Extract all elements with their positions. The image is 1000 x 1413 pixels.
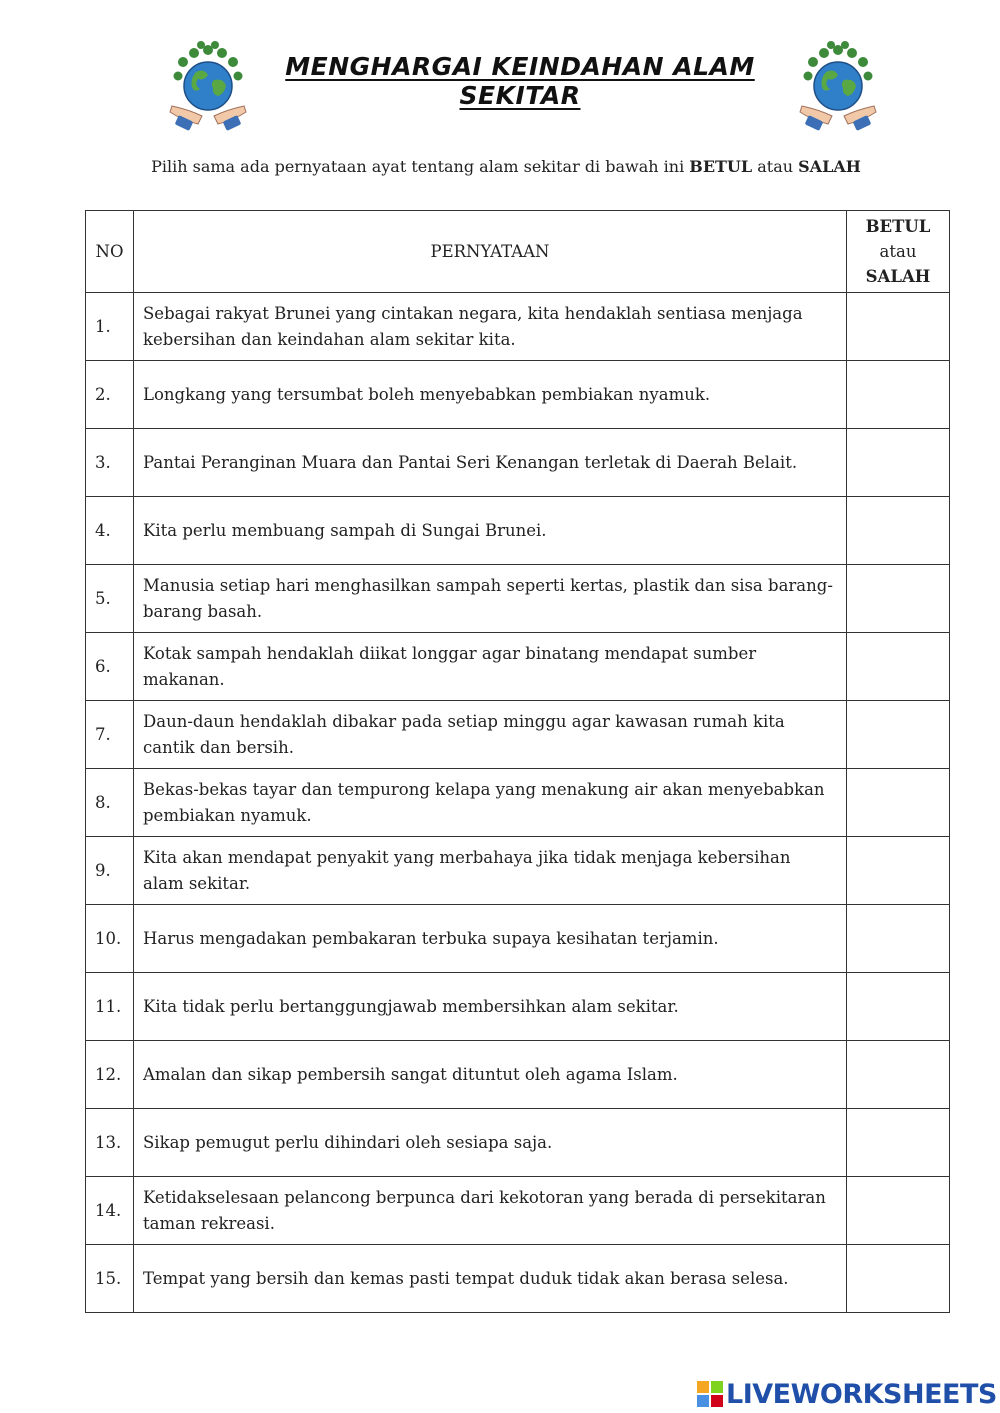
- row-number: 10.: [86, 905, 134, 973]
- row-number: 4.: [86, 497, 134, 565]
- row-number: 14.: [86, 1177, 134, 1245]
- header-answer-atau: atau: [879, 242, 917, 261]
- row-number: 15.: [86, 1245, 134, 1313]
- row-number: 3.: [86, 429, 134, 497]
- table-row: [86, 769, 950, 837]
- instruction-atau: atau: [757, 157, 794, 176]
- table-row: [86, 905, 950, 973]
- answer-cell[interactable]: [847, 565, 950, 633]
- instruction-text: [0, 157, 1000, 176]
- header-answer-betul: BETUL: [865, 217, 931, 236]
- table-row: [86, 701, 950, 769]
- answer-cell[interactable]: [847, 293, 950, 361]
- header-answer: [847, 211, 950, 293]
- row-statement: Harus mengadakan pembakaran terbuka supaya kesihatan terjamin.: [134, 905, 847, 973]
- table-row: [86, 361, 950, 429]
- page-title: MENGHARGAI KEINDAHAN ALAM SEKITAR: [285, 52, 755, 110]
- row-statement: Pantai Peranginan Muara dan Pantai Seri Kenangan terletak di Daerah Belait.: [134, 429, 847, 497]
- instruction-betul: BETUL: [689, 157, 753, 176]
- answer-cell[interactable]: [847, 497, 950, 565]
- row-statement: Kita tidak perlu bertanggungjawab membersihkan alam sekitar.: [134, 973, 847, 1041]
- answer-cell[interactable]: [847, 769, 950, 837]
- answer-cell[interactable]: [847, 633, 950, 701]
- header-statement: PERNYATAAN: [134, 211, 847, 293]
- answer-cell[interactable]: [847, 905, 950, 973]
- row-statement: Daun-daun hendaklah dibakar pada setiap minggu agar kawasan rumah kita cantik dan bersih.: [134, 701, 847, 769]
- table-row: [86, 1041, 950, 1109]
- table-row: [86, 1245, 950, 1313]
- row-number: 12.: [86, 1041, 134, 1109]
- globe-in-hands-icon-right: [788, 36, 888, 136]
- row-statement: Longkang yang tersumbat boleh menyebabkan pembiakan nyamuk.: [134, 361, 847, 429]
- globe-in-hands-icon-left: [158, 36, 258, 136]
- answer-cell[interactable]: [847, 1245, 950, 1313]
- row-statement: Kita perlu membuang sampah di Sungai Brunei.: [134, 497, 847, 565]
- liveworksheets-icon: [697, 1381, 723, 1407]
- row-number: 7.: [86, 701, 134, 769]
- row-number: 11.: [86, 973, 134, 1041]
- row-number: 13.: [86, 1109, 134, 1177]
- answer-cell[interactable]: [847, 1109, 950, 1177]
- row-statement: Sikap pemugut perlu dihindari oleh sesiapa saja.: [134, 1109, 847, 1177]
- liveworksheets-brand: LIVEWORKSHEETS: [726, 1378, 997, 1410]
- row-number: 2.: [86, 361, 134, 429]
- table-header-row: [86, 211, 950, 293]
- row-statement: Kita akan mendapat penyakit yang merbahaya jika tidak menjaga kebersihan alam sekitar.: [134, 837, 847, 905]
- table-row: [86, 429, 950, 497]
- table-row: [86, 837, 950, 905]
- row-statement: Kotak sampah hendaklah diikat longgar agar binatang mendapat sumber makanan.: [134, 633, 847, 701]
- row-statement: Tempat yang bersih dan kemas pasti tempat duduk tidak akan berasa selesa.: [134, 1245, 847, 1313]
- table-row: [86, 633, 950, 701]
- answer-cell[interactable]: [847, 837, 950, 905]
- row-statement: Ketidakselesaan pelancong berpunca dari kekotoran yang berada di persekitaran taman rekreasi.: [134, 1177, 847, 1245]
- table-row: [86, 1177, 950, 1245]
- answer-cell[interactable]: [847, 1177, 950, 1245]
- answer-cell[interactable]: [847, 1041, 950, 1109]
- row-number: 8.: [86, 769, 134, 837]
- header-no: NO: [86, 211, 134, 293]
- table-row: [86, 565, 950, 633]
- row-number: 1.: [86, 293, 134, 361]
- table-row: [86, 497, 950, 565]
- table-row: [86, 973, 950, 1041]
- row-number: 5.: [86, 565, 134, 633]
- row-number: 9.: [86, 837, 134, 905]
- answer-cell[interactable]: [847, 701, 950, 769]
- row-number: 6.: [86, 633, 134, 701]
- table-row: [86, 1109, 950, 1177]
- statement-table: [85, 210, 950, 1313]
- header-answer-salah: SALAH: [865, 267, 931, 286]
- instruction-prefix: Pilih sama ada pernyataan ayat tentang alam sekitar di bawah ini: [151, 157, 685, 176]
- liveworksheets-logo: [697, 1377, 997, 1411]
- answer-cell[interactable]: [847, 361, 950, 429]
- row-statement: Manusia setiap hari menghasilkan sampah seperti kertas, plastik dan sisa barang-barang basah.: [134, 565, 847, 633]
- table-row: [86, 293, 950, 361]
- row-statement: Bekas-bekas tayar dan tempurong kelapa yang menakung air akan menyebabkan pembiakan nyamuk.: [134, 769, 847, 837]
- row-statement: Amalan dan sikap pembersih sangat dituntut oleh agama Islam.: [134, 1041, 847, 1109]
- answer-cell[interactable]: [847, 429, 950, 497]
- row-statement: Sebagai rakyat Brunei yang cintakan negara, kita hendaklah sentiasa menjaga kebersihan dan keindahan alam sekitar kita.: [134, 293, 847, 361]
- instruction-salah: SALAH: [798, 157, 861, 176]
- answer-cell[interactable]: [847, 973, 950, 1041]
